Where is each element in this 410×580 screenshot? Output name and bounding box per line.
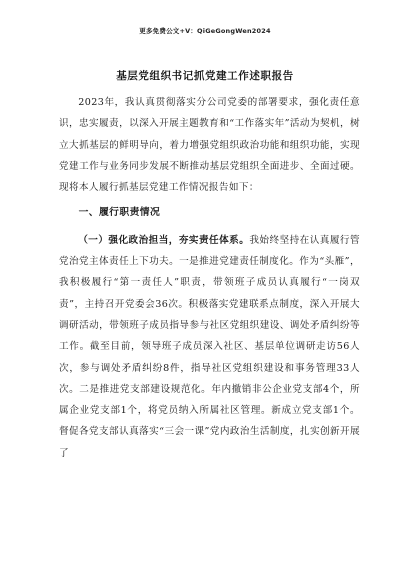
intro-paragraph: 2023年，我认真贯彻落实分公司党委的部署要求，强化责任意识，忠实履责，以深入开展主题教育和“工作落实年”活动为契机，树立大抓基层的鲜明导向，着力增强党组织政治功能和组织功能，实现党建工作与业务同步发展不断推动基层党组织全面进步、全面过硬。现将本人履行抓基层党建工作情况报告如下： [59, 97, 360, 194]
subsection-text: 我始终坚持在认真履行管党治党主体责任上下功夫。一是推进党建责任制度化。作为“头雁”，我积极履行“第一责任人”职责，带领班子成员认真履行“一岗双责”，主持召开党委会36次。积极落实党建联系点制度，深入开展大调研活动，带领班子成员指导参与社区党组织建设、调处矛盾纠纷等工作。截至目前，领导班子成员深入社区、基层单位调研走访56人次，参与调处矛盾纠纷8件，指导社区党组织建设和事务管理33人次。二是推进党支部建设规范化。年内撤销非公企业党支部4个，所属企业党支部1个，将党员纳入所属社区管理。新成立党支部1个。督促各党支部认真落实“三会一课”党内政治生活制度，扎实创新开展了 [59, 234, 360, 459]
subsection-lead: （一）强化政治担当，夯实责任体系。 [78, 234, 250, 246]
top-banner: 更多免费公文+V：QiGeGongWen2024 [139, 27, 271, 35]
document-title: 基层党组织书记抓党建工作述职报告 [116, 70, 294, 82]
subsection-paragraph [59, 230, 360, 464]
document-body [59, 92, 360, 464]
section-heading: 一、履行职责情况 [78, 207, 161, 219]
